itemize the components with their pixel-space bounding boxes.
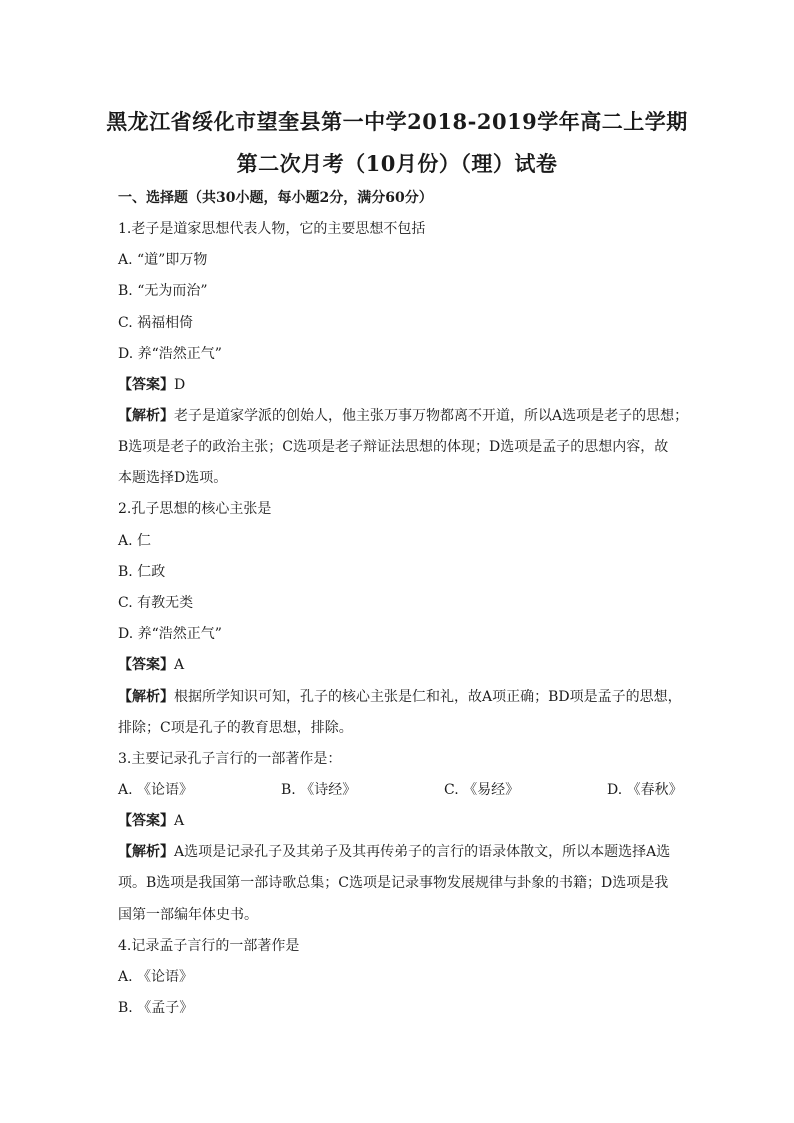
options-row — [118, 779, 688, 799]
analysis-text: 国第一部编年体史书。 — [118, 907, 258, 923]
analysis-tag: 【解析】 — [118, 844, 174, 860]
answer-line — [118, 810, 184, 830]
question-stem: 4.记录孟子言行的一部著作是 — [118, 938, 300, 954]
analysis-tag: 【解析】 — [118, 689, 174, 705]
option-c: C. 祸福相倚 — [118, 315, 194, 331]
question-stem: 3.主要记录孔子言行的一部著作是： — [118, 751, 342, 767]
analysis-text: 根据所学知识可知，孔子的核心主张是仁和礼，故A项正确；BD项是孟子的思想， — [174, 689, 682, 705]
analysis-text: 本题选择D选项。 — [118, 470, 228, 486]
analysis-text: 老子是道家学派的创始人，他主张万事万物都离不开道，所以A选项是老子的思想； — [174, 408, 689, 424]
option-d: D. 养“浩然正气” — [118, 626, 222, 642]
option-b: B. 《孟子》 — [118, 1000, 194, 1016]
option-a: A. 《论语》 — [118, 782, 194, 798]
answer-tag: 【答案】 — [118, 377, 174, 393]
analysis-line — [118, 405, 688, 425]
analysis-line — [118, 841, 670, 861]
analysis-line — [118, 686, 682, 706]
option-d: D. 《春秋》 — [607, 782, 683, 798]
question-stem: 2.孔子思想的核心主张是 — [118, 501, 272, 517]
analysis-text: 项。B选项是我国第一部诗歌总集；C选项是记录事物发展规律与卦象的书籍；D选项是我 — [118, 875, 669, 891]
option-b: B. 仁政 — [118, 564, 166, 580]
answer-value: A — [174, 813, 185, 829]
section-heading: 一、选择题（共30小题，每小题2分，满分60分） — [118, 190, 433, 206]
option-c: C. 有教无类 — [118, 595, 194, 611]
analysis-tag: 【解析】 — [118, 408, 174, 424]
answer-line — [118, 374, 185, 394]
option-a: A. “道”即万物 — [118, 252, 208, 268]
document-title-line2: 第二次月考（10月份）（理）试卷 — [236, 151, 558, 176]
document-title-line1: 黑龙江省绥化市望奎县第一中学2018-2019学年高二上学期 — [106, 109, 688, 134]
analysis-text: 排除；C项是孔子的教育思想，排除。 — [118, 720, 353, 736]
answer-line — [118, 654, 184, 674]
option-d: D. 养“浩然正气” — [118, 346, 222, 362]
question-stem: 1.老子是道家思想代表人物，它的主要思想不包括 — [118, 221, 426, 237]
option-b: B. “无为而治” — [118, 283, 208, 299]
option-a: A. 仁 — [118, 533, 152, 549]
answer-tag: 【答案】 — [118, 813, 174, 829]
option-c: C. 《易经》 — [444, 782, 520, 798]
answer-tag: 【答案】 — [118, 657, 174, 673]
answer-value: A — [174, 657, 185, 673]
option-b: B. 《诗经》 — [281, 782, 357, 798]
answer-value: D — [174, 377, 186, 393]
analysis-text: A选项是记录孔子及其弟子及其再传弟子的言行的语录体散文，所以本题选择A选 — [174, 844, 671, 860]
option-a: A. 《论语》 — [118, 969, 194, 985]
analysis-text: B选项是老子的政治主张；C选项是老子辩证法思想的体现；D选项是孟子的思想内容，故 — [118, 439, 669, 455]
